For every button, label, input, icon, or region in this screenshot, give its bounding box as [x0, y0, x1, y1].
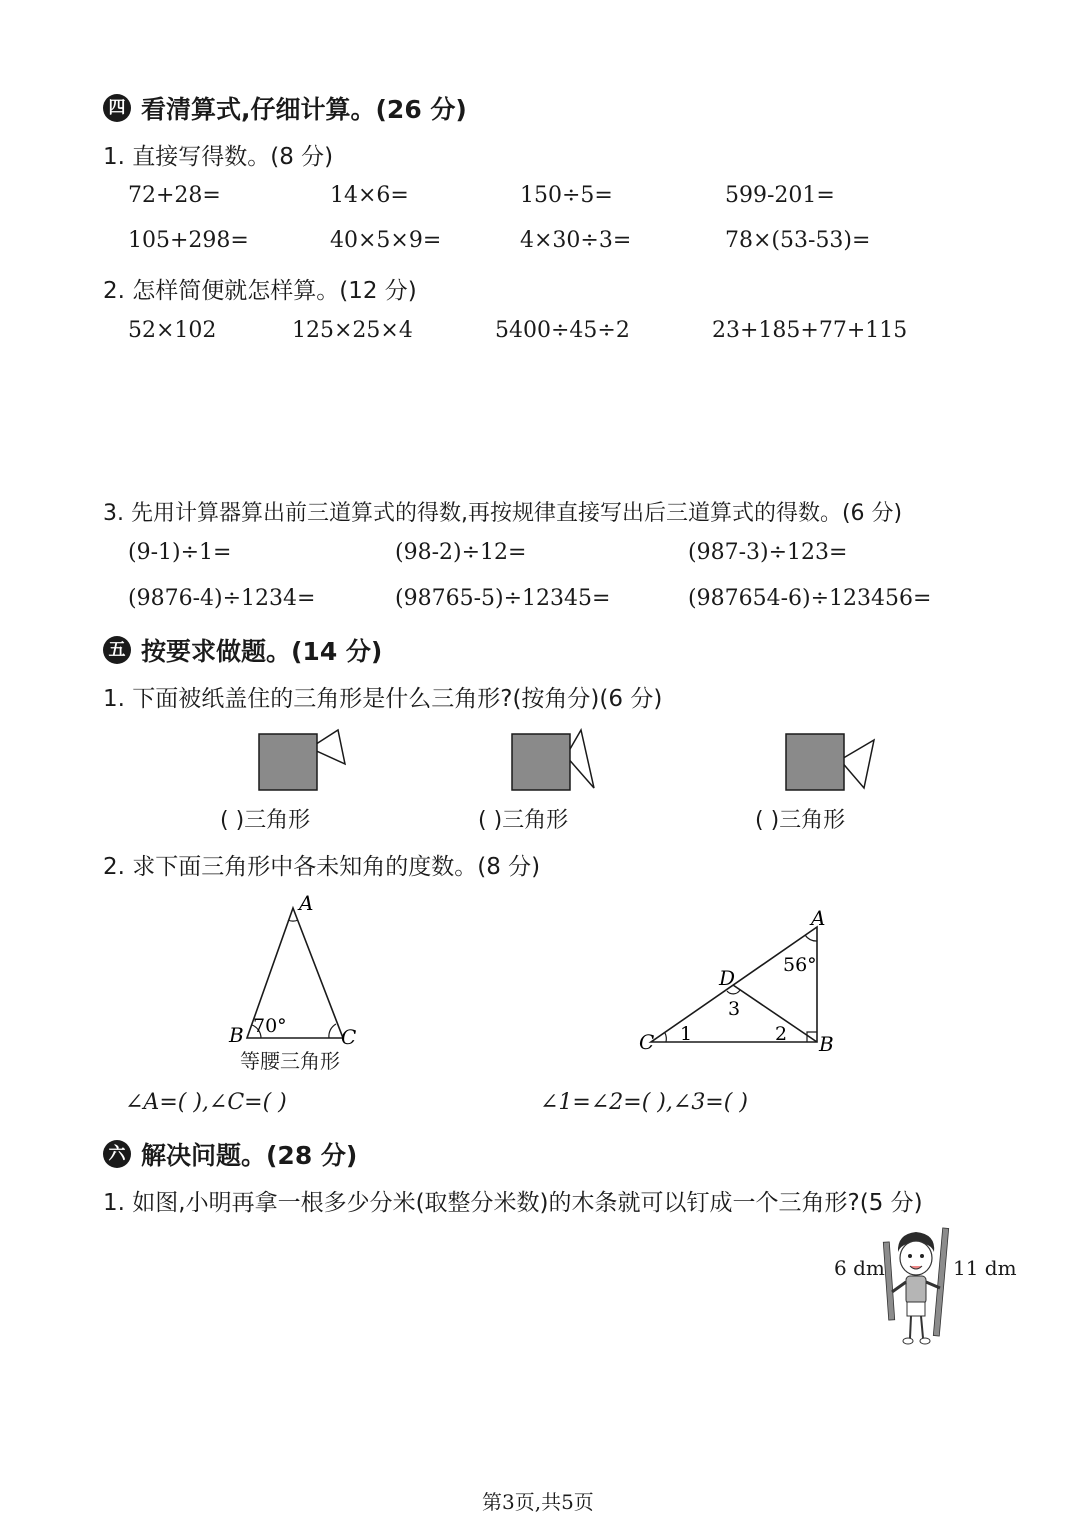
covered-triangle-2	[508, 728, 603, 793]
vertex-label-d: D	[719, 966, 736, 990]
section-5-title: 按要求做题。(14 分)	[141, 637, 383, 666]
q4-2-expr: 125×25×4	[292, 318, 413, 343]
q4-3-title: 3. 先用计算器算出前三道算式的得数,再按规律直接写出后三道算式的得数。(6 分)	[103, 501, 903, 526]
section-4-title: 看清算式,仔细计算。(26 分)	[141, 95, 467, 124]
triangle-type-blank[interactable]: ( )三角形	[755, 808, 846, 833]
q4-2-expr: 23+185+77+115	[712, 318, 908, 343]
q4-1-expr: 4×30÷3=	[520, 228, 632, 253]
angle-1-label: 1	[680, 1023, 693, 1045]
vertex-label-b: B	[819, 1032, 834, 1056]
vertex-label-a: A	[811, 906, 826, 930]
q5-1-title: 1. 下面被纸盖住的三角形是什么三角形?(按角分)(6 分)	[103, 686, 663, 712]
q4-2-title: 2. 怎样简便就怎样算。(12 分)	[103, 278, 417, 304]
right-triangle-figure	[635, 905, 845, 1060]
q4-3-expr: (987654-6)÷123456=	[688, 586, 932, 611]
isosceles-triangle-figure	[225, 890, 375, 1050]
section-4-badge: 四	[103, 94, 131, 122]
q4-1-title: 1. 直接写得数。(8 分)	[103, 144, 334, 170]
q4-1-expr: 105+298=	[128, 228, 249, 253]
section-6-badge: 六	[103, 1140, 131, 1168]
covered-triangle-3	[782, 728, 882, 793]
q4-3-expr: (98765-5)÷12345=	[395, 586, 611, 611]
q4-1-expr: 78×(53-53)=	[725, 228, 871, 253]
left-stick-length: 6 dm	[834, 1256, 885, 1280]
q4-3-expr: (98-2)÷12=	[395, 540, 527, 565]
angle-answer-1[interactable]: ∠A=( ),∠C=( )	[125, 1090, 287, 1115]
q4-1-expr: 72+28=	[128, 183, 221, 208]
right-stick-length: 11 dm	[953, 1256, 1017, 1280]
angle-2-label: 2	[775, 1023, 788, 1045]
triangle-type-blank[interactable]: ( )三角形	[220, 808, 311, 833]
q4-1-expr: 40×5×9=	[330, 228, 442, 253]
page-footer: 第3页,共5页	[482, 1490, 594, 1514]
q6-1-title: 1. 如图,小明再拿一根多少分米(取整分米数)的木条就可以钉成一个三角形?(5 分)	[103, 1190, 923, 1216]
triangle-type-blank[interactable]: ( )三角形	[478, 808, 569, 833]
vertex-label-c: C	[341, 1025, 357, 1049]
vertex-label-b: B	[229, 1023, 244, 1047]
angle-answer-2[interactable]: ∠1=∠2=( ),∠3=( )	[540, 1090, 748, 1115]
q4-2-expr: 5400÷45÷2	[495, 318, 630, 343]
q4-1-expr: 150÷5=	[520, 183, 613, 208]
angle-b-value: 70°	[253, 1015, 287, 1037]
q4-3-expr: (9876-4)÷1234=	[128, 586, 316, 611]
q4-3-expr: (987-3)÷123=	[688, 540, 848, 565]
q5-2-title: 2. 求下面三角形中各未知角的度数。(8 分)	[103, 854, 541, 880]
section-5-header	[103, 632, 382, 668]
section-4-header	[103, 90, 467, 126]
q4-1-expr: 599-201=	[725, 183, 835, 208]
section-6-header	[103, 1136, 357, 1172]
vertex-label-c: C	[639, 1030, 655, 1054]
triangle-caption: 等腰三角形	[240, 1049, 340, 1073]
vertex-label-a: A	[299, 891, 314, 915]
q4-3-expr: (9-1)÷1=	[128, 540, 232, 565]
section-5-badge: 五	[103, 636, 131, 664]
angle-a-value: 56°	[783, 954, 817, 976]
boy-with-sticks-illustration	[880, 1222, 955, 1352]
angle-3-label: 3	[728, 998, 741, 1020]
q4-2-expr: 52×102	[128, 318, 217, 343]
q4-1-expr: 14×6=	[330, 183, 409, 208]
section-6-title: 解决问题。(28 分)	[141, 1141, 358, 1170]
covered-triangle-1	[255, 728, 350, 793]
